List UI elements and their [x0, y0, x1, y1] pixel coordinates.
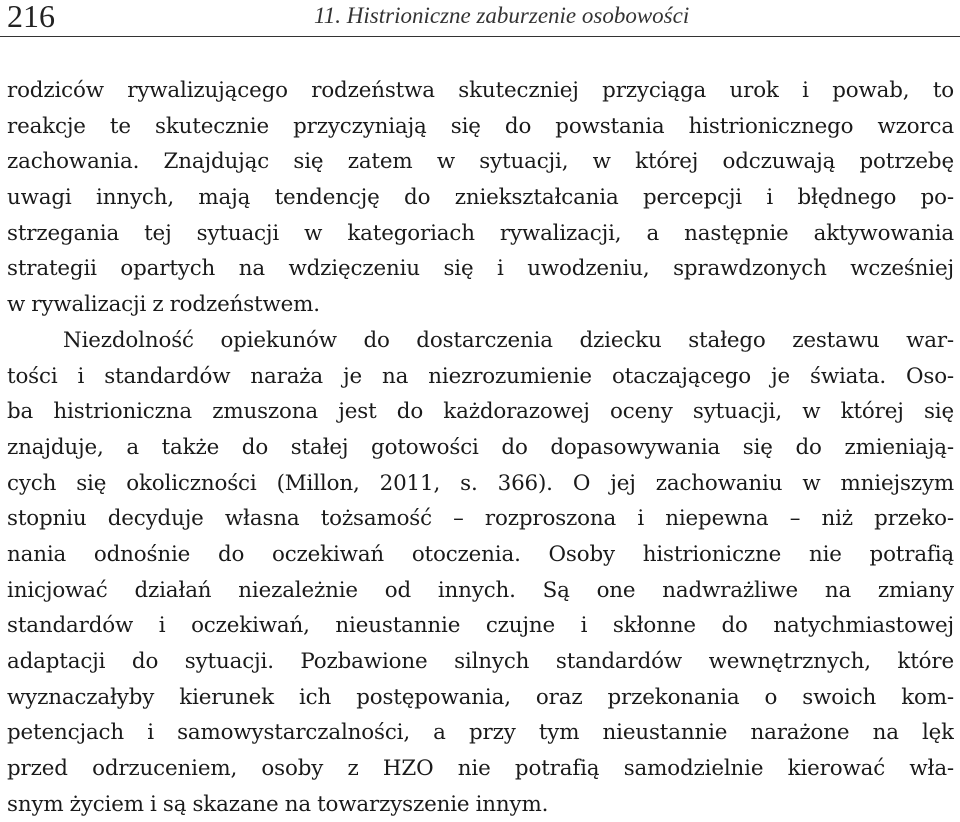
running-head: 11. Histrioniczne zaburzenie osobowości [314, 3, 690, 28]
text-line: rodziców rywalizującego rodzeństwa skuteczniej przyciąga urok i powab, to [7, 78, 954, 103]
text-line: zachowania. Znajdując się zatem w sytuacji, w której odczuwają potrzebę [7, 149, 954, 175]
text-line: przed odrzuceniem, osoby z HZO nie potrafią samodzielnie kierować wła- [7, 756, 954, 782]
text-line: znajduje, a także do stałej gotowości do dopasowywania się do zmieniają- [7, 434, 954, 460]
text-line: wyznaczałyby kierunek ich postępowania, oraz przekonania o swoich kom- [7, 684, 954, 710]
page-header [0, 0, 960, 37]
text-line: stopniu decyduje własna tożsamość – rozproszona i niepewna – niż przeko- [7, 506, 954, 532]
text-line: snym życiem i są skazane na towarzyszenie innym. [7, 791, 549, 817]
text-line: cych się okoliczności (Millon, 2011, s. 366). O jej zachowaniu w mniejszym [7, 470, 954, 496]
text-line: ba histrioniczna zmuszona jest do każdorazowej oceny sytuacji, w której się [7, 399, 954, 425]
text-line: inicjować działań niezależnie od innych. Są one nadwrażliwe na zmiany [7, 577, 954, 603]
text-line: adaptacji do sytuacji. Pozbawione silnych standardów wewnętrznych, które [7, 649, 954, 674]
text-line: petencjach i samowystarczalności, a przy tym nieustannie narażone na lęk [7, 720, 954, 746]
text-line: w rywalizacji z rodzeństwem. [7, 292, 320, 318]
text-line: tości i standardów naraża je na niezrozumienie otaczającego je świata. Oso- [7, 363, 954, 389]
text-line: strzegania tej sytuacji w kategoriach rywalizacji, a następnie aktywowania [7, 220, 954, 246]
text-line: standardów i oczekiwań, nieustannie czujne i skłonne do natychmiastowej [7, 613, 954, 639]
body-text [7, 73, 954, 822]
text-line: strategii opartych na wdzięczeniu się i uwodzeniu, sprawdzonych wcześniej [7, 256, 954, 282]
text-line: uwagi innych, mają tendencję do zniekształcania percepcji i błędnego po- [7, 185, 954, 211]
page-number: 216 [7, 0, 55, 34]
text-line: Niezdolność opiekunów do dostarczenia dziecku stałego zestawu war- [63, 327, 954, 353]
text-line: nania odnośnie do oczekiwań otoczenia. Osoby histrioniczne nie potrafią [7, 541, 954, 567]
text-line: reakcje te skutecznie przyczyniają się do powstania histrionicznego wzorca [7, 113, 954, 139]
